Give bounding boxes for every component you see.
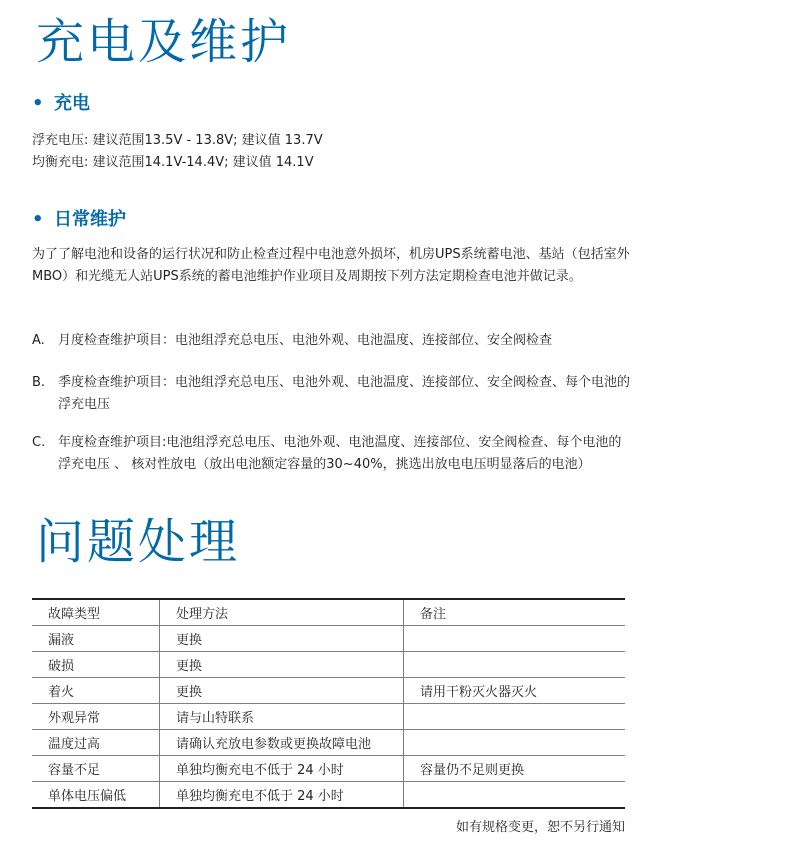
maintenance-item-yearly: [32, 432, 632, 476]
maintenance-item-quarterly: [32, 372, 632, 416]
section-title-troubleshooting: 问题处理: [36, 514, 241, 570]
cell-solution: 请确认充放电参数或更换故障电池: [160, 730, 404, 756]
page-title: 充电及维护: [36, 14, 292, 70]
table-row: [32, 756, 625, 782]
cell-solution: 更换: [160, 678, 404, 704]
spec-change-footnote: 如有规格变更，恕不另行通知: [455, 820, 625, 835]
cell-remark: [404, 704, 626, 730]
cell-fault-type: 着火: [32, 678, 160, 704]
cell-remark: [404, 782, 626, 809]
maintenance-intro: 为了了解电池和设备的运行状况和防止检查过程中电池意外损坏，机房UPS系统蓄电池、基站（包括室外MBO）和光缆无人站UPS系统的蓄电池维护作业项目及周期按下列方法定期检查电池并做记录。: [32, 247, 630, 284]
charging-heading-text: 充电: [54, 93, 90, 114]
table-row: [32, 730, 625, 756]
header-remark: 备注: [404, 599, 626, 626]
item-label: A.: [32, 333, 45, 348]
cell-fault-type: 单体电压偏低: [32, 782, 160, 809]
equalize-charge-voltage: 均衡充电: 建议范围14.1V-14.4V; 建议值 14.1V: [32, 155, 314, 170]
table-row: [32, 678, 625, 704]
table-row: [32, 626, 625, 652]
table-row: [32, 782, 625, 809]
fault-table: [32, 598, 625, 809]
cell-remark: [404, 626, 626, 652]
bullet-icon: •: [32, 93, 44, 114]
item-text: 年度检查维护项目:电池组浮充总电压、电池外观、电池温度、连接部位、安全阀检查、每个电池的浮充电压 、 核对性放电（放出电池额定容量的30~40%，挑选出放电电压明显落后的电池）: [58, 435, 622, 472]
cell-remark: 容量仍不足则更换: [404, 756, 626, 782]
item-text: 月度检查维护项目：电池组浮充总电压、电池外观、电池温度、连接部位、安全阀检查: [58, 333, 553, 348]
maintenance-item-monthly: [32, 330, 632, 352]
table-row: [32, 652, 625, 678]
cell-fault-type: 漏液: [32, 626, 160, 652]
cell-solution: 单独均衡充电不低于 24 小时: [160, 756, 404, 782]
section-heading-charging: [32, 92, 90, 116]
item-label: B.: [32, 375, 46, 390]
cell-solution: 更换: [160, 652, 404, 678]
section-heading-maintenance: [32, 208, 126, 232]
cell-remark: [404, 652, 626, 678]
cell-solution: 单独均衡充电不低于 24 小时: [160, 782, 404, 809]
item-text: 季度检查维护项目：电池组浮充总电压、电池外观、电池温度、连接部位、安全阀检查、每个电池的浮充电压: [58, 375, 631, 412]
bullet-icon: •: [32, 209, 44, 230]
float-charge-voltage: 浮充电压: 建议范围13.5V - 13.8V; 建议值 13.7V: [32, 133, 323, 148]
table-row: [32, 704, 625, 730]
cell-fault-type: 破损: [32, 652, 160, 678]
cell-solution: 更换: [160, 626, 404, 652]
cell-fault-type: 容量不足: [32, 756, 160, 782]
header-fault-type: 故障类型: [32, 599, 160, 626]
maintenance-heading-text: 日常维护: [54, 209, 126, 230]
item-label: C.: [32, 435, 46, 450]
cell-remark: 请用干粉灭火器灭火: [404, 678, 626, 704]
header-solution: 处理方法: [160, 599, 404, 626]
cell-solution: 请与山特联系: [160, 704, 404, 730]
cell-fault-type: 外观异常: [32, 704, 160, 730]
cell-remark: [404, 730, 626, 756]
cell-fault-type: 温度过高: [32, 730, 160, 756]
table-header-row: [32, 599, 625, 626]
